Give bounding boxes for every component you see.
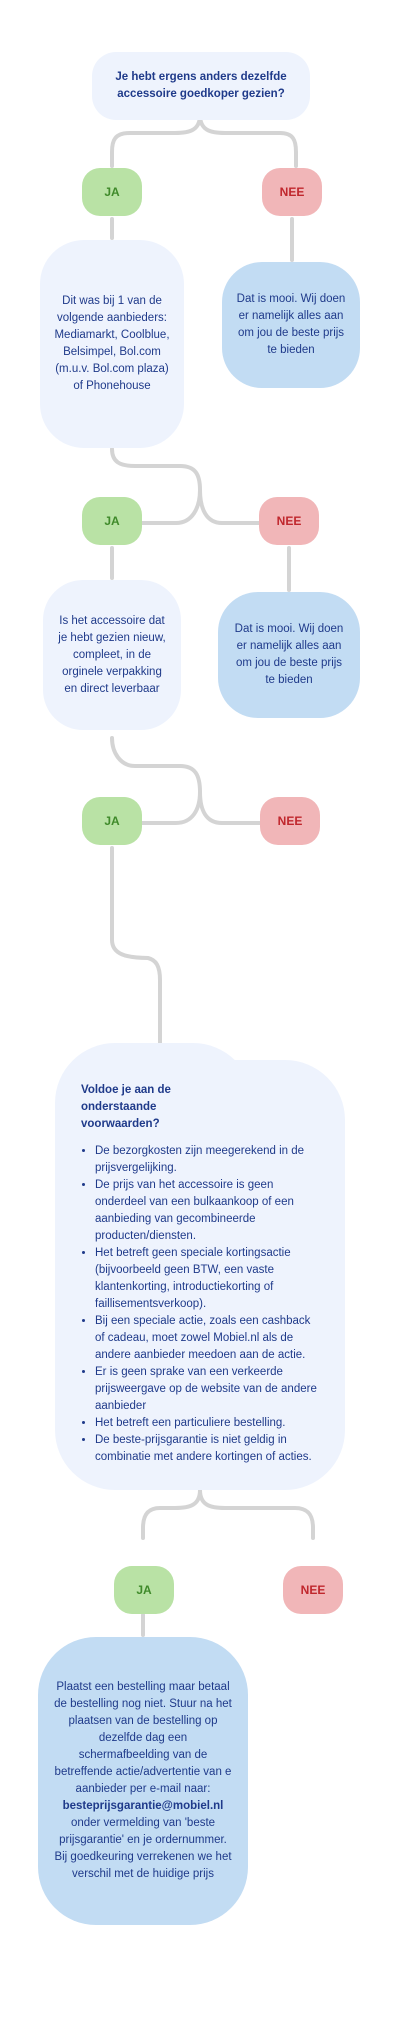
final-text-after: onder vermelding van 'beste prijsgarantie' en je ordernummer. Bij goedkeuring verrekenen we het verschil met de huidige prijs	[54, 1817, 232, 1880]
connector-split-ja3	[140, 792, 200, 823]
condition-item: • De prijs van het accessoire is geen onderdeel van een bulkaankoop of een aanbieding van gecombineerde producten/diensten.	[95, 1177, 319, 1245]
connector-q1-split	[112, 115, 200, 166]
yes-pill-2[interactable]: JA	[82, 497, 142, 545]
yes-pill-3[interactable]: JA	[82, 797, 142, 845]
no-pill-2[interactable]: NEE	[259, 497, 319, 545]
condition-item: • Er is geen sprake van een verkeerde prijsweergave op de website van de andere aanbieder	[95, 1364, 319, 1415]
no-answer-2-text: Dat is mooi. Wij doen er namelijk alles aan om jou de beste prijs te bieden	[234, 623, 344, 686]
no-pill-3[interactable]: NEE	[260, 797, 320, 845]
no-pill-4[interactable]: NEE	[283, 1566, 343, 1614]
condition-item: • Het betreft geen speciale kortingsactie (bijvoorbeeld geen BTW, een vaste klantenkorting, introductiekorting of faillisementsverkoop).	[95, 1245, 319, 1313]
yes-pill-1[interactable]: JA	[82, 168, 142, 216]
condition-item: • Het betreft een particuliere bestelling.	[95, 1415, 319, 1432]
question-1	[92, 52, 310, 120]
yes-pill-4[interactable]: JA	[114, 1566, 174, 1614]
final-answer-text	[52, 1679, 234, 1883]
question-2-text: Dit was bij 1 van de volgende aanbieders: Mediamarkt, Coolblue, Belsimpel, Bol.com (m.u.v. Bol.com plaza) of Phonehouse	[54, 295, 170, 392]
final-email-link[interactable]: besteprijsgarantie@mobiel.nl	[62, 1800, 224, 1812]
final-answer	[38, 1637, 248, 1925]
question-3	[43, 580, 181, 730]
no-answer-2	[218, 592, 360, 718]
question-1-text: Je hebt ergens anders dezelfde accessoire goedkoper gezien?	[115, 71, 287, 100]
conditions-title: Voldoe je aan de onderstaande voorwaarden?	[81, 1084, 171, 1130]
question-2	[40, 240, 184, 448]
conditions-list	[81, 1143, 319, 1466]
final-text-before: Plaatst een bestelling maar betaal de bestelling nog niet. Stuur na het plaatsen van de bestelling op dezelfde dag een schermafbeelding van de betreffende actie/advertentie van e aanbieder per e-mail naar:	[54, 1681, 232, 1795]
no-answer-1-text: Dat is mooi. Wij doen er namelijk alles aan om jou de beste prijs te bieden	[236, 293, 346, 356]
condition-item: • De bezorgkosten zijn meegerekend in de prijsvergelijking.	[95, 1143, 319, 1177]
conditions-box	[55, 1060, 345, 1490]
question-3-text: Is het accessoire dat je hebt gezien nieuw, compleet, in de orginele verpakking en direct leverbaar	[58, 614, 166, 695]
connector-q1-split-right	[200, 115, 296, 166]
connector-split-ja2	[140, 490, 200, 523]
no-pill-1[interactable]: NEE	[262, 168, 322, 216]
connector-ja3-conditions	[112, 848, 160, 1045]
connector-cond-split-right	[200, 1490, 313, 1538]
connector-cond-split	[143, 1490, 200, 1538]
condition-item: • De beste-prijsgarantie is niet geldig in combinatie met andere kortingen of acties.	[95, 1432, 319, 1466]
no-answer-1	[222, 262, 360, 388]
condition-item: • Bij een speciale actie, zoals een cashback of cadeau, moet zowel Mobiel.nl als de andere aanbieder meedoen aan de actie.	[95, 1313, 319, 1364]
